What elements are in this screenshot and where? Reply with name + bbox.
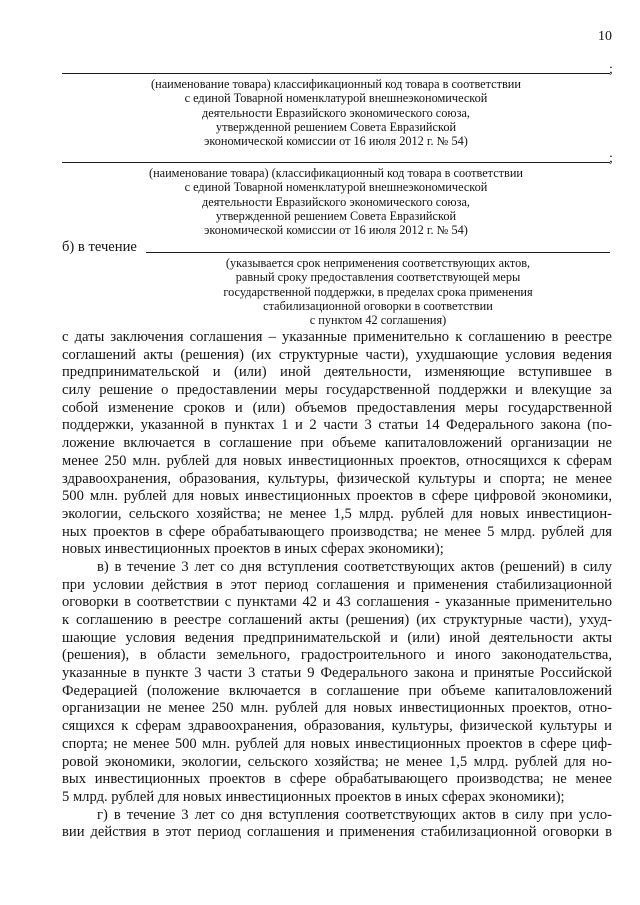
text-line: г) в течение 3 лет со дня вступления соответствующих актов в силу при усло- (97, 806, 612, 823)
goods-name-blank-line-1 (62, 73, 610, 74)
text-line: (решения), в области земельного, градостроительного и иного законодательства, (62, 647, 612, 664)
text-line: вых инвестиционных проектов в сфере обрабатывающего производства; не менее (62, 771, 612, 788)
caption-line: деятельности Евразийского экономического союза, (201, 105, 470, 120)
text-line: спорта; не менее 500 млн. рублей для новых инвестиционных проектов в сфере циф- (62, 735, 612, 752)
text-line: оговорки в соответствии с пунктами 42 и 43 соглашения - указанные применительно (62, 594, 612, 611)
text-line: ложение включается в соглашение при объеме капиталовложений организации не (62, 435, 612, 452)
caption-line: деятельности Евразийского экономического союза, (201, 194, 470, 209)
text-line: экологии, сельского хозяйства; не менее 1,5 млрд. рублей для новых инвестицион- (62, 505, 612, 522)
text-line: силу решение о предоставлении меры государственной поддержки и влекущие за (62, 382, 612, 399)
term-caption (146, 256, 610, 327)
text-line: сящихся к сферам здравоохранения, образования, культуры, физической культуры и (62, 718, 612, 735)
text-line: здравоохранения, образования, культуры, физической культуры и спорта; не менее (62, 470, 612, 487)
text-line: организации не менее 250 млн. рублей для новых инвестиционных проектов, отно- (62, 700, 612, 717)
page-number: 10 (598, 29, 612, 44)
caption-line: экономической комиссии от 16 июля 2012 г. № 54) (204, 134, 468, 149)
term-blank-line (146, 252, 610, 253)
text-line: с даты заключения соглашения – указанные применительно к соглашению в реестре (62, 329, 612, 345)
caption-line: с единой Товарной номенклатурой внешнеэкономической (184, 180, 488, 195)
caption-line: с пунктом 42 соглашения) (309, 313, 447, 328)
text-line: к соглашению в реестре соглашений акты (решения) (их структурные части), ухуд- (62, 612, 612, 628)
caption-line: экономической комиссии от 16 июля 2012 г. № 54) (204, 223, 468, 238)
text-line: поддержки, указанной в пунктах 1 и 2 части 3 статьи 14 Федерального закона (по- (62, 417, 612, 434)
item-b-label: б) в течение (62, 239, 137, 255)
text-line: ровой экономики, экологии, сельского хозяйства; не менее 1,5 млрд. рублей для но- (62, 753, 612, 770)
text-line: при условии действия в этот период соглашения и применения стабилизационной (62, 576, 612, 593)
text-line: в) в течение 3 лет со дня вступления соответствующих актов (решений) в силу (97, 558, 612, 575)
text-line: менее 250 млн. рублей для новых инвестиционных проектов, относящихся к сферам (62, 452, 612, 469)
goods-caption-2 (62, 166, 610, 237)
caption-line: государственной поддержки, в пределах срока применения (223, 284, 533, 299)
text-line: вии действия в этот период соглашения и применения стабилизационной оговорки в (62, 824, 612, 841)
caption-line: (наименование товара) (классификационный код товара в соответствии (148, 166, 524, 180)
text-line: ных проектов в сфере обрабатывающего производства; не менее 5 млрд. рублей для (62, 523, 612, 540)
text-line: указанные в пункте 3 части 3 статьи 9 Федерального закона и принятые Российской (62, 665, 612, 682)
text-line: предпринимательской и (или) иной деятельности, изменяющие вступившее в (62, 364, 612, 381)
text-line: новых инвестиционных проектов в иных сферах экономики); (62, 541, 444, 558)
text-line: Федерацией (положение включается в соглашение при объеме капиталовложений (62, 682, 612, 699)
semicolon-2: ; (609, 151, 613, 166)
goods-caption-1 (62, 77, 610, 148)
caption-line: с единой Товарной номенклатурой внешнеэкономической (184, 91, 488, 106)
caption-line: (указывается срок неприменения соответствующих актов, (225, 256, 531, 270)
caption-line: (наименование товара) классификационный код товара в соответствии (151, 77, 521, 91)
text-line: 500 млн. рублей для новых инвестиционных проектов в сфере цифровой экономики, (62, 488, 612, 505)
body-text (62, 329, 612, 842)
caption-line: утвержденной решением Совета Евразийской (215, 208, 457, 223)
caption-line: утвержденной решением Совета Евразийской (215, 119, 457, 134)
goods-name-blank-line-2 (62, 162, 610, 163)
text-line: соглашений акты (решения) (их структурные части), ухудшающие условия ведения (62, 346, 612, 363)
caption-line: стабилизационной оговорки в соответствии (263, 298, 493, 313)
caption-line: равный сроку предоставления соответствующей меры (235, 270, 521, 285)
text-line: шающие условия ведения предпринимательской и (или) иной деятельности акты (62, 629, 612, 646)
text-line: собой изменение сроков и (или) объемов предоставления меры государственной (62, 399, 612, 416)
text-line: 5 млрд. рублей для новых инвестиционных проектов в иных сферах экономики); (62, 788, 565, 805)
semicolon-1: ; (609, 62, 613, 77)
